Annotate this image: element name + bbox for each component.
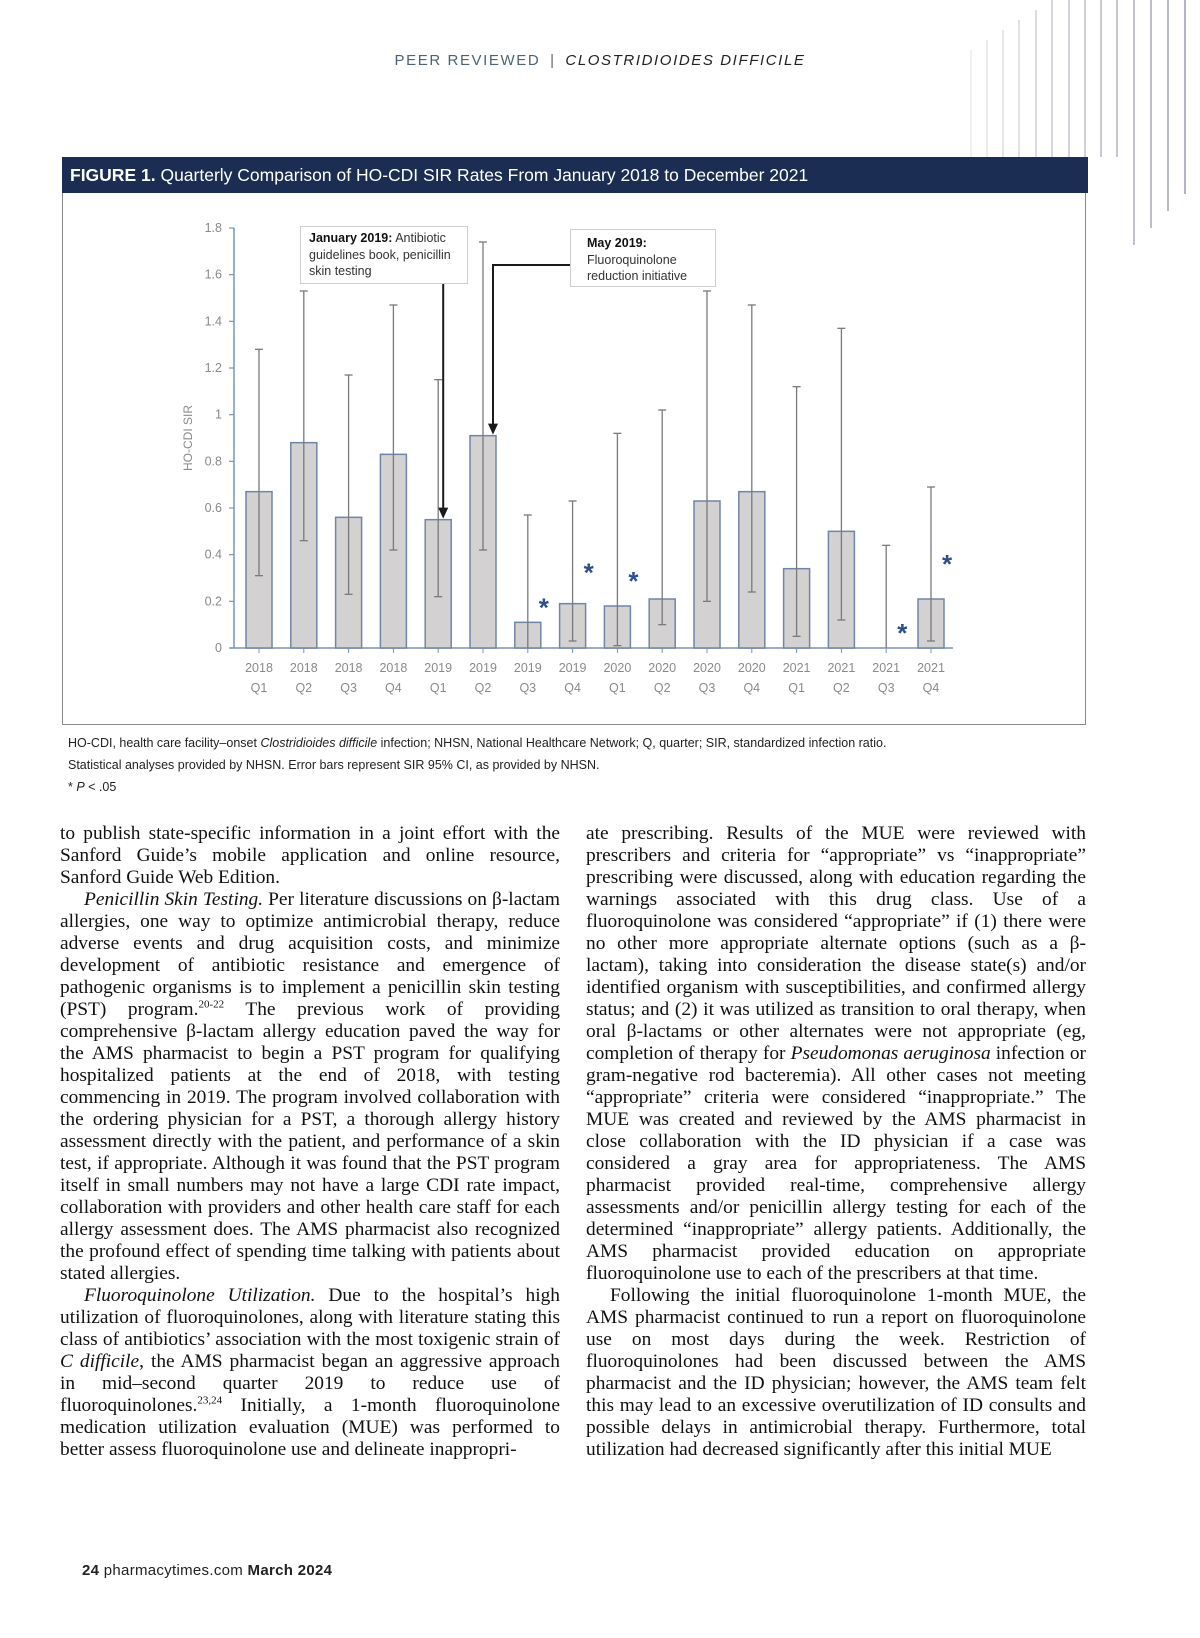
running-head — [0, 52, 1200, 69]
italic-run: Penicillin Skin Testing. — [84, 889, 264, 910]
text-run: to publish state-specific information in a joint effort with the Sanford Guide’s mobile application and online resource, Sanford Guide Web Edition. — [60, 823, 560, 888]
section-label: PEER REVIEWED — [394, 52, 541, 69]
text-run: infection or gram-negative rod bacteremia). All other cases not meeting “appropriate” criteria were considered “inappropriate.” The MUE was created and reviewed by the AMS pharmacist in close collaboration with the ID physician if a case was considered a gray area for appropriateness. The AMS pharmacist provided real-time, comprehensive allergy assessments and/or penicillin allergy testing for each of the determined “inappropriate” allergy patients. Additionally, the AMS pharmacist provided education on appropriate fluoroquinolone use to each of the prescribers at that time. — [586, 1043, 1086, 1284]
y-tick-label: 0 — [215, 641, 222, 655]
text-run: Per literature discussions on β-lactam allergies, one way to optimize antimicrobial therapy, reduce adverse events and drug acquisition costs, and minimize development of antibiotic resistance and emergence of pathogenic organisms is to implement a penicillin skin testing (PST) program. — [60, 889, 560, 1020]
citation-superscript: 20-22 — [198, 998, 225, 1011]
annotation-text: Antibiotic guidelines book, penicillin skin testing — [309, 231, 451, 278]
text-run: Following the initial fluoroquinolone 1-month MUE, the AMS pharmacist continued to run a report on fluoroquinolone use on most days during the week. Restriction of fluoroquinolones had been discussed between the AMS pharmacist and the ID physician; however, the AMS team felt this may lead to an excessive overutilization of ID consults and possible delays in antimicrobial therapy. Furthermore, total utilization had decreased significantly after this initial MUE — [586, 1285, 1086, 1460]
body-paragraph — [586, 1285, 1086, 1461]
text-run: The previous work of providing comprehensive β-lactam allergy education paved the way for the AMS pharmacist to begin a PST program for qualifying hospitalized patients at the end of 2018, with testing commencing in 2019. The program involved collaboration with the ordering physician for a PST, a thorough allergy history assessment directly with the patient, and performance of a skin test, if appropriate. Although it was found that the PST program itself in small numbers may not have a large CDI rate impact, collaboration with providers and other health care staff for each allergy assessment does. The AMS pharmacist also recognized the profound effect of spending time talking with patients about stated allergies. — [60, 999, 560, 1284]
caption-statistics-note: Statistical analyses provided by NHSN. Error bars represent SIR 95% CI, as provided by NHSN. — [68, 758, 600, 772]
text-run: Initially, a 1-month fluoroquinolone medication utilization evaluation (MUE) was performed to better assess fluoroquinolone use and delineate inappropri- — [60, 1395, 560, 1460]
arrow-head-icon — [488, 424, 498, 435]
annotation-arrow-line — [493, 265, 570, 426]
page-footer — [82, 1562, 332, 1579]
x-tick-label-year: 2021 — [917, 661, 945, 675]
significance-marker: * — [583, 557, 594, 588]
x-tick-label-year: 2020 — [648, 661, 677, 675]
body-paragraph — [586, 823, 1086, 1285]
body-paragraph — [60, 889, 560, 1285]
x-tick-label-quarter: Q4 — [922, 681, 940, 695]
y-axis-label: HO-CDI SIR — [181, 405, 195, 471]
x-tick-label-quarter: Q3 — [519, 681, 537, 695]
x-tick-label-quarter: Q3 — [340, 681, 357, 695]
x-tick-label-quarter: Q3 — [877, 681, 895, 695]
annotation-jan-2019 — [300, 226, 468, 284]
italic-run: Pseudomonas aeruginosa — [790, 1043, 991, 1064]
x-tick-label-quarter: Q2 — [295, 681, 313, 695]
figure-caption — [68, 732, 1068, 798]
x-tick-label-quarter: Q1 — [429, 681, 447, 695]
body-paragraph — [60, 1285, 560, 1461]
text-run: , the AMS pharmacist began an aggressive approach in mid–second quarter 2019 to reduce use of fluoroquinolones. — [60, 1351, 560, 1416]
x-tick-label-year: 2021 — [827, 661, 856, 675]
y-tick-label: 0.4 — [204, 547, 222, 562]
x-tick-label-year: 2020 — [603, 661, 632, 675]
annotation-text: Fluoroquinolone reduction initiative — [587, 252, 688, 283]
significance-marker: * — [897, 618, 908, 648]
figure-title — [62, 157, 1088, 193]
y-tick-label: 0.6 — [204, 501, 222, 515]
y-tick-label: 1.4 — [204, 314, 222, 329]
significance-marker: * — [942, 549, 953, 579]
body-paragraph — [60, 823, 560, 889]
y-tick-label: 1.8 — [204, 221, 222, 235]
x-tick-label-year: 2019 — [513, 661, 542, 675]
significance-marker: * — [538, 592, 549, 623]
x-tick-label-year: 2018 — [379, 661, 408, 675]
annotation-may-2019 — [570, 229, 716, 287]
y-tick-label: 1.2 — [204, 361, 222, 375]
topic-label: CLOSTRIDIOIDES DIFFICILE — [565, 52, 806, 69]
x-tick-label-quarter: Q2 — [474, 681, 492, 695]
caption-significance-note: * P < .05 — [68, 780, 117, 794]
figure-label: FIGURE 1. — [70, 165, 156, 185]
italic-run: C difficile — [60, 1351, 140, 1372]
y-tick-label: 0.2 — [204, 594, 222, 609]
body-column-right — [586, 823, 1086, 1461]
x-tick-label-quarter: Q1 — [250, 681, 268, 695]
annotation-date: May 2019: — [587, 236, 647, 250]
x-tick-label-quarter: Q2 — [833, 681, 850, 695]
x-tick-label-quarter: Q1 — [788, 681, 805, 695]
x-tick-label-quarter: Q2 — [653, 681, 671, 695]
x-tick-label-year: 2021 — [782, 661, 811, 675]
page-number: 24 — [82, 1562, 100, 1579]
publication-site: pharmacytimes.com — [103, 1562, 244, 1579]
x-tick-label-quarter: Q3 — [698, 681, 716, 695]
text-run: ate prescribing. Results of the MUE were reviewed with prescribers and criteria for “appropriate” vs “inappropriate” prescribing were discussed, along with education regarding the warnings associated with this drug class. Use of a fluoroquinolone was considered “appropriate” if (1) there were no other more appropriate alternate options (such as a β-lactam), taking into consideration the disease state(s) and/or identified organism with susceptibilities, and confirmed allergy status; and (2) it was utilized as transition to oral therapy, when oral β-lactams or other alternates were not appropriate (eg, completion of therapy for — [586, 823, 1086, 1064]
body-column-left — [60, 823, 560, 1461]
x-tick-label-year: 2019 — [558, 661, 587, 675]
citation-superscript: 23,24 — [197, 1394, 223, 1407]
significance-marker: * — [628, 566, 639, 596]
text-run: Due to the hospital’s high utilization of fluoroquinolones, along with literature stating this class of antibiotics’ association with the most toxigenic strain of — [60, 1285, 561, 1350]
x-tick-label-quarter: Q4 — [743, 681, 761, 695]
italic-run: Fluoroquinolone Utilization. — [84, 1285, 316, 1306]
x-tick-label-year: 2019 — [469, 661, 497, 675]
x-tick-label-year: 2021 — [872, 661, 901, 675]
x-tick-label-year: 2018 — [334, 661, 363, 675]
figure-title-text: Quarterly Comparison of HO-CDI SIR Rates From January 2018 to December 2021 — [160, 165, 809, 185]
x-tick-label-year: 2020 — [693, 661, 721, 675]
caption-abbreviations: HO-CDI, health care facility–onset Clostridioides difficile infection; NHSN, National Healthcare Network; Q, quarter; SIR, standardized infection ratio. — [68, 736, 887, 750]
x-tick-label-year: 2020 — [737, 661, 766, 675]
issue-date: March 2024 — [247, 1562, 333, 1579]
x-tick-label-quarter: Q1 — [609, 681, 626, 695]
separator: | — [550, 52, 556, 69]
y-tick-label: 1.6 — [204, 267, 222, 282]
arrow-head-icon — [438, 508, 448, 519]
x-tick-label-year: 2019 — [424, 661, 453, 675]
x-tick-label-quarter: Q4 — [564, 681, 581, 695]
x-tick-label-quarter: Q4 — [385, 681, 402, 695]
x-tick-label-year: 2018 — [245, 661, 273, 675]
y-tick-label: 0.8 — [204, 454, 222, 469]
y-tick-label: 1 — [215, 407, 222, 422]
annotation-date: January 2019: — [309, 231, 393, 245]
x-tick-label-year: 2018 — [289, 661, 318, 675]
